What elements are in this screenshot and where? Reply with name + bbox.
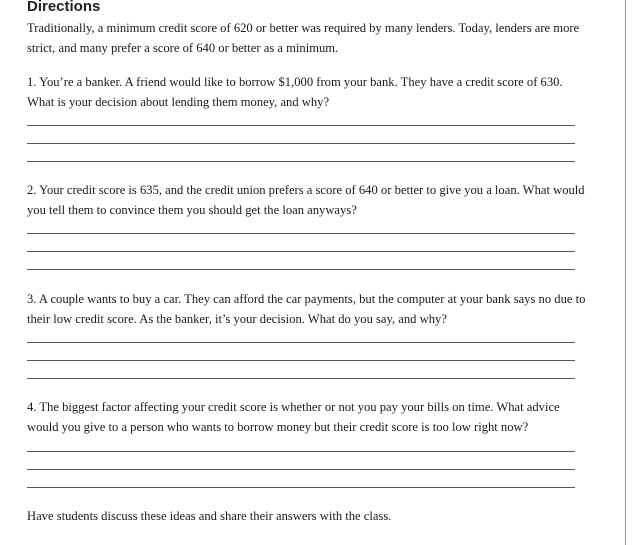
directions-heading: Directions	[27, 0, 101, 15]
question-4-text: 4. The biggest factor affecting your credit score is whether or not you pay your bills on time. What advice would you give to a person who wants to borrow money but their credit score is too low right now?	[27, 400, 560, 434]
question-3-answer-line-1[interactable]	[27, 342, 575, 343]
question-1-answer-line-2[interactable]	[27, 143, 575, 144]
question-3-answer-line-3[interactable]	[27, 378, 575, 379]
question-4-answer-line-2[interactable]	[27, 469, 575, 470]
question-2-answer-line-3[interactable]	[27, 269, 575, 270]
question-2-answer-line-2[interactable]	[27, 251, 575, 252]
question-2-answer-line-1[interactable]	[27, 233, 575, 234]
question-1-answer-line-1[interactable]	[27, 125, 575, 126]
question-3-answer-line-2[interactable]	[27, 360, 575, 361]
question-3-text: 3. A couple wants to buy a car. They can afford the car payments, but the computer at your bank says no due to their low credit score. As the banker, it’s your decision. What do you say, and why?	[27, 292, 586, 326]
question-1-answer-line-3[interactable]	[27, 161, 575, 162]
question-4-answer-line-1[interactable]	[27, 451, 575, 452]
closing-note: Have students discuss these ideas and share their answers with the class.	[27, 509, 392, 523]
question-4-answer-line-3[interactable]	[27, 487, 575, 488]
question-1-text: 1. You’re a banker. A friend would like to borrow $1,000 from your bank. They have a credit score of 630. What is your decision about lending them money, and why?	[27, 75, 563, 109]
intro-paragraph: Traditionally, a minimum credit score of 620 or better was required by many lenders. Today, lenders are more strict, and many prefer a score of 640 or better as a minimum.	[27, 21, 580, 55]
question-2-text: 2. Your credit score is 635, and the credit union prefers a score of 640 or better to give you a loan. What would you tell them to convince them you should get the loan anyways?	[27, 183, 585, 217]
